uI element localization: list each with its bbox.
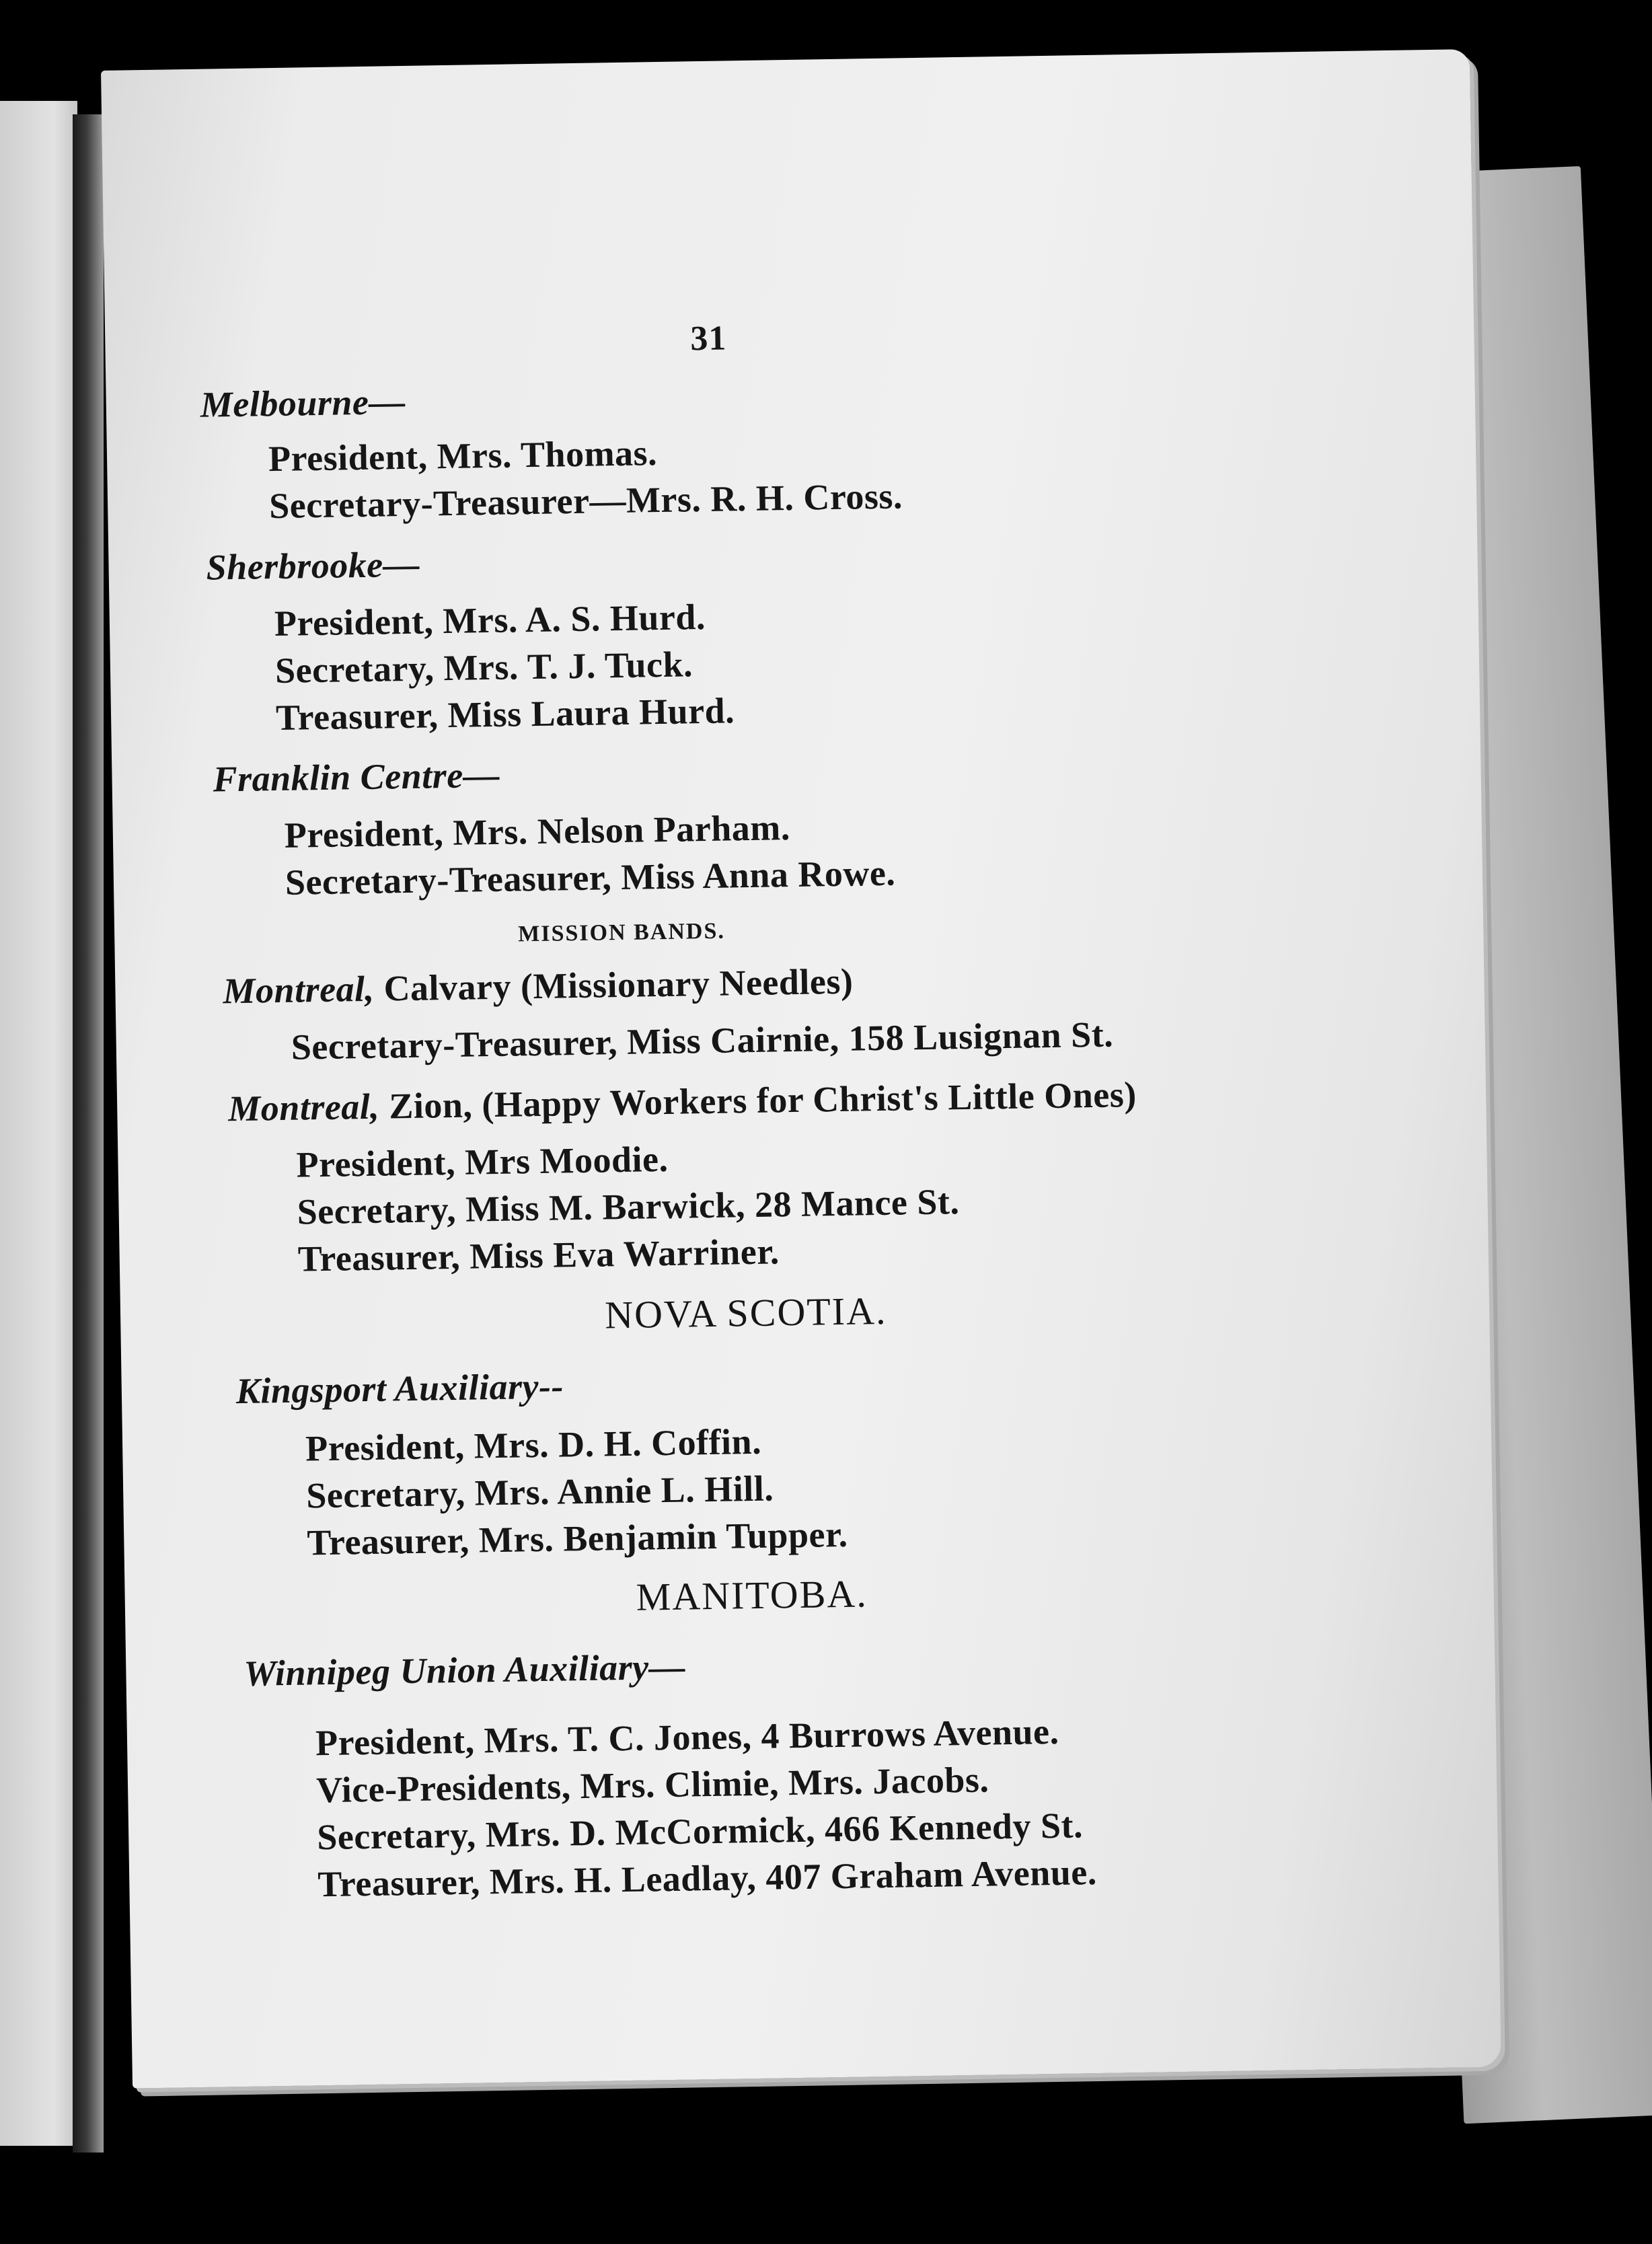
- entry-line: Treasurer, Miss Laura Hurd.: [275, 690, 735, 739]
- entry-line: President, Mrs. Thomas.: [268, 433, 658, 480]
- heading-winnipeg-union-auxiliary: Winnipeg Union Auxiliary—: [243, 1646, 686, 1694]
- right-page: [101, 49, 1501, 2089]
- heading-kingsport-auxiliary: Kingsport Auxiliary--: [235, 1366, 564, 1412]
- entry-line: President, Mrs. Nelson Parham.: [284, 807, 791, 856]
- entry-line: Secretary, Mrs. Annie L. Hill.: [305, 1468, 774, 1516]
- entry-line: Treasurer, Mrs. Benjamin Tupper.: [306, 1513, 848, 1563]
- entry-line: President, Mrs. T. C. Jones, 4 Burrows Avenue.: [315, 1711, 1059, 1764]
- entry-line: Secretary-Treasurer, Miss Anna Rowe.: [285, 852, 896, 903]
- entry-line: Secretary-Treasurer, Miss Cairnie, 158 Lusignan St.: [291, 1014, 1114, 1068]
- mission-bands-title: MISSION BANDS.: [517, 918, 726, 947]
- entry-line: Treasurer, Mrs. H. Leadlay, 407 Graham Avenue.: [317, 1852, 1098, 1905]
- page-number: 31: [689, 319, 727, 359]
- heading-sherbrooke: Sherbrooke—: [206, 544, 420, 588]
- heading-melbourne: Melbourne—: [200, 381, 406, 425]
- page-content: [101, 49, 1501, 2089]
- band-name: Calvary (Missionary Needles): [374, 961, 854, 1009]
- book-gutter: [73, 114, 104, 2153]
- entry-line: Secretary, Miss M. Barwick, 28 Mance St.: [297, 1181, 960, 1232]
- entry-line: Treasurer, Miss Eva Warriner.: [297, 1231, 780, 1279]
- entry-line: Vice-Presidents, Mrs. Climie, Mrs. Jacobs.: [315, 1759, 989, 1811]
- entry-line: President, Mrs. A. S. Hurd.: [274, 596, 706, 644]
- entry-line: President, Mrs. D. H. Coffin.: [305, 1421, 762, 1469]
- band-calvary-heading: [223, 961, 854, 1012]
- section-title-manitoba: MANITOBA.: [636, 1571, 868, 1619]
- heading-franklin-centre: Franklin Centre—: [213, 754, 500, 800]
- band-zion-heading: [228, 1074, 1137, 1129]
- band-place: Montreal,: [227, 1086, 380, 1129]
- left-page-edge: [0, 101, 77, 2146]
- section-title-nova-scotia: NOVA SCOTIA.: [604, 1288, 887, 1337]
- entry-line: Secretary, Mrs. D. McCormick, 466 Kennedy St.: [316, 1805, 1084, 1858]
- entry-line: President, Mrs Moodie.: [296, 1138, 669, 1185]
- entry-line: Secretary-Treasurer—Mrs. R. H. Cross.: [268, 476, 903, 527]
- entry-line: Secretary, Mrs. T. J. Tuck.: [274, 644, 693, 691]
- band-name: Zion, (Happy Workers for Christ's Little Ones): [379, 1074, 1137, 1127]
- band-place: Montreal,: [223, 968, 375, 1012]
